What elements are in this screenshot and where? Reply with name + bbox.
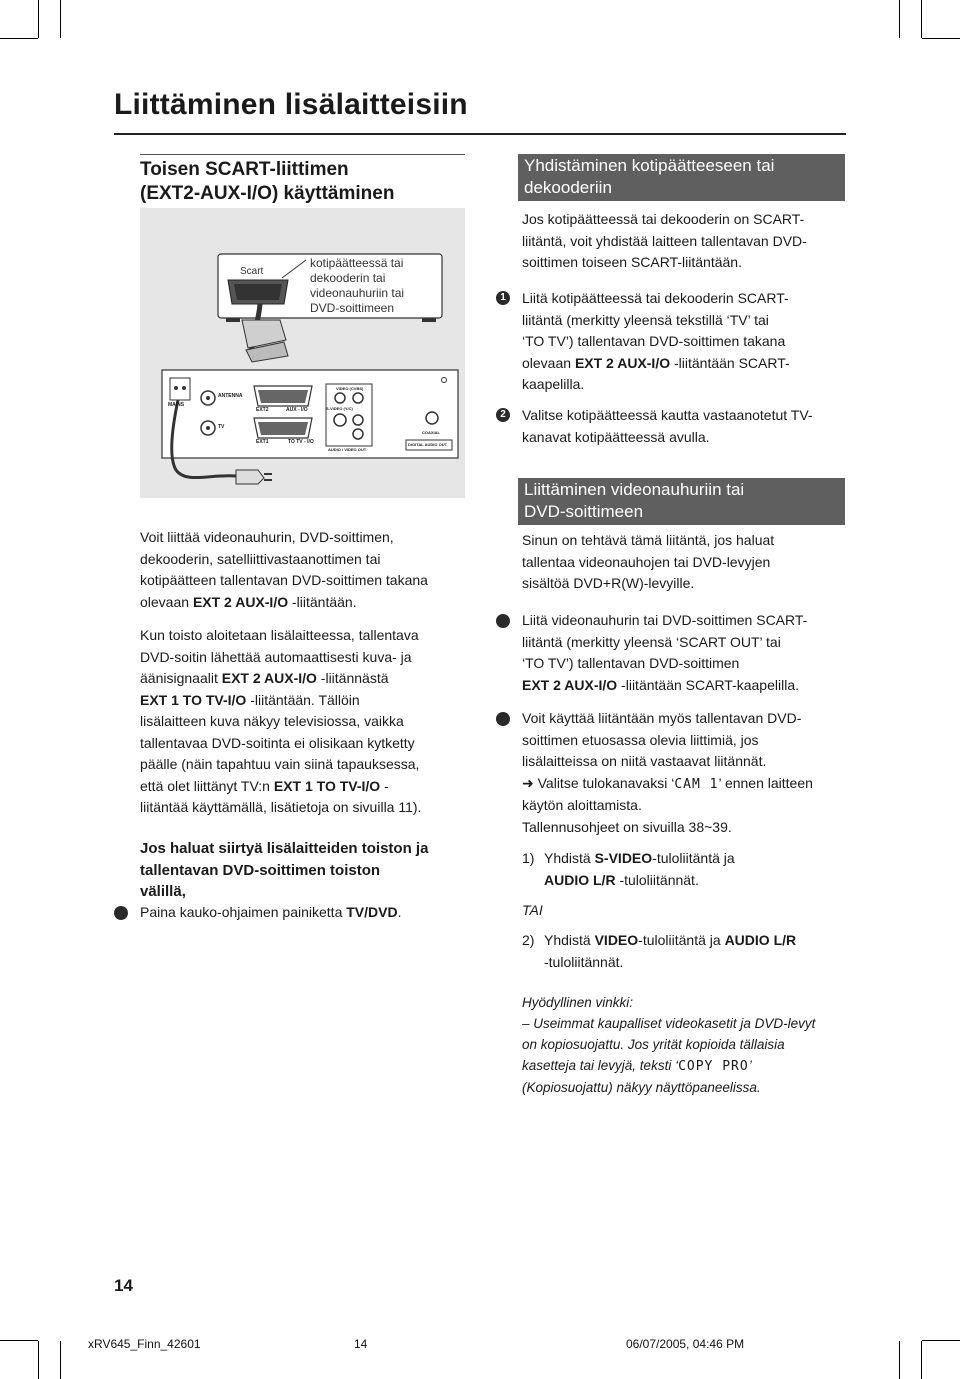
crop-mark — [38, 0, 39, 38]
panel-label-aux-io: AUX - I/O — [286, 407, 308, 413]
left-intro-paragraph: Voit liittää videonauhurin, DVD-soittimen, dekooderin, satelliittivastaanottimen tai kotipäätteen tallentavan DVD-soittimen takana olevaan EXT 2 AUX-I/O -liitäntään. — [140, 529, 428, 610]
decoder-step-2: Valitse kotipäätteessä kautta vastaanotetut TV- kanavat kotipäätteessä avulla. — [522, 407, 813, 445]
panel-label-mains: MAINS — [168, 402, 185, 408]
crop-mark — [0, 1340, 38, 1341]
panel-label-coaxial: COAXIAL — [422, 430, 440, 435]
section-banner-decoder: Yhdistäminen kotipäätteeseen tai dekooderiin — [518, 154, 845, 201]
step-number-badge: 2 — [496, 408, 510, 422]
or-label: TAI — [522, 902, 543, 918]
section-rule — [140, 154, 465, 155]
option-2: 2) Yhdistä VIDEO-tuloliitäntä ja AUDIO L/R -tuloliitännät. — [522, 932, 797, 970]
left-playback-paragraph: Kun toisto aloitetaan lisälaitteessa, tallentava DVD-soitin lähettää automaattisesti kuva- ja äänisignaalit EXT 2 AUX-I/O -liitännästä EXT 1 TO TV-I/O -liitäntään. Tällöin lisälaitteen kuva näkyy televisiossa, vaikka tallentavaa DVD-soitinta ei olisikaan kytketty päälle (näin tapahtuu vain siinä tapauksessa, että olet liittänyt TV:n EXT 1 TO TV-I/O - liitäntää käyttämällä, lisätietoja on sivuilla 11). — [140, 627, 422, 815]
bullet-icon — [496, 614, 510, 628]
panel-label-to-tv-io: TO TV - I/O — [288, 439, 314, 445]
option-1: 1) Yhdistä S-VIDEO-tuloliitäntä ja AUDIO L/R -tuloliitännät. — [522, 850, 735, 888]
panel-label-video-cvbs: VIDEO (CVBS) — [336, 386, 364, 391]
crop-mark — [60, 1341, 61, 1379]
vcr-intro: Sinun on tehtävä tämä liitäntä, jos haluat tallentaa videonauhojen tai DVD-levyjen sisältöä DVD+R(W)-levyille. — [522, 532, 775, 591]
footer-page: 14 — [354, 1337, 368, 1351]
crop-mark — [0, 38, 38, 39]
crop-mark — [38, 1341, 39, 1379]
decoder-step-1: Liitä kotipäätteessä tai dekooderin SCART- liitäntä (merkitty yleensä tekstillä ‘TV’ tai ‘TO TV’) tallentavan DVD-soittimen takana olevaan EXT 2 AUX-I/O -liitäntään SCART- kaapelilla. — [522, 290, 790, 392]
bullet-icon — [114, 906, 128, 920]
panel-label-antenna: ANTENNA — [218, 393, 243, 399]
left-section-heading: Toisen SCART-liittimen (EXT2-AUX-I/O) käyttäminen — [140, 159, 395, 204]
crop-mark — [899, 0, 900, 38]
section-banner-vcr: Liittäminen videonauhuriin tai DVD-soittimeen — [518, 478, 845, 525]
vcr-bullet-1: Liitä videonauhurin tai DVD-soittimen SCART- liitäntä (merkitty yleensä ‘SCART OUT’ tai ‘TO TV’) tallentavan DVD-soittimen EXT 2 AUX-I/O -liitäntään SCART-kaapelilla. — [522, 612, 808, 693]
panel-label-av-out: AUDIO / VIDEO OUT — [328, 447, 367, 452]
decoder-intro: Jos kotipäätteessä tai dekooderin on SCART- liitäntä, voit yhdistää laitteen tallentavan DVD- soittimen toiseen SCART-liitäntään. — [522, 211, 807, 270]
arrow-icon: ➜ — [522, 774, 534, 791]
connection-diagram — [140, 208, 465, 498]
footer-timestamp: 06/07/2005, 04:46 PM — [626, 1337, 745, 1351]
crop-mark — [921, 1341, 922, 1379]
panel-label-ext1: EXT1 — [256, 439, 269, 445]
switch-instruction: Paina kauko-ohjaimen painiketta TV/DVD. — [140, 904, 402, 920]
scart-label: Scart — [240, 266, 264, 277]
panel-label-s-video: S-VIDEO (Y/C) — [326, 406, 353, 411]
figure-callout: kotipäätteessä tai dekooderin tai videonauhuriin tai DVD-soittimeen — [310, 256, 405, 315]
crop-mark — [922, 1340, 960, 1341]
crop-mark — [60, 0, 61, 38]
footer-filename: xRV645_Finn_42601 — [88, 1337, 201, 1351]
panel-label-ext2: EXT2 — [256, 407, 269, 413]
switch-heading: Jos haluat siirtyä lisälaitteiden toiston ja tallentavan DVD-soittimen toiston välillä, — [140, 840, 429, 900]
step-number-badge: 1 — [496, 291, 510, 305]
bullet-icon — [496, 712, 510, 726]
page-number: 14 — [114, 1276, 133, 1295]
helpful-tip: Hyödyllinen vinkki: – Useimmat kaupalliset videokasetit ja DVD-levyt on kopiosuojattu. Jos yrität kopioida tällaisia kasetteja tai levyjä, teksti ‘COPY PRO’ (Kopiosuojattu) näkyy näyttöpaneelissa. — [522, 995, 816, 1095]
title-rule — [114, 133, 846, 135]
panel-label-tv: TV — [218, 424, 225, 430]
panel-label-digital-audio-out: DIGITAL AUDIO OUT — [408, 442, 448, 447]
page-title: Liittäminen lisälaitteisiin — [114, 88, 468, 121]
vcr-bullet-2: Voit käyttää liitäntään myös tallentavan DVD- soittimen etuosassa olevia liittimiä, jos lisälaitteissa on niitä vastaavat liitännät. ➜ Valitse tulokanavaksi ‘CAM 1’ ennen laitteen käytön aloittamista. Tallennusohjeet on sivuilla 38~39. — [522, 710, 813, 835]
crop-mark — [921, 0, 922, 38]
crop-mark — [922, 38, 960, 39]
crop-mark — [899, 1341, 900, 1379]
